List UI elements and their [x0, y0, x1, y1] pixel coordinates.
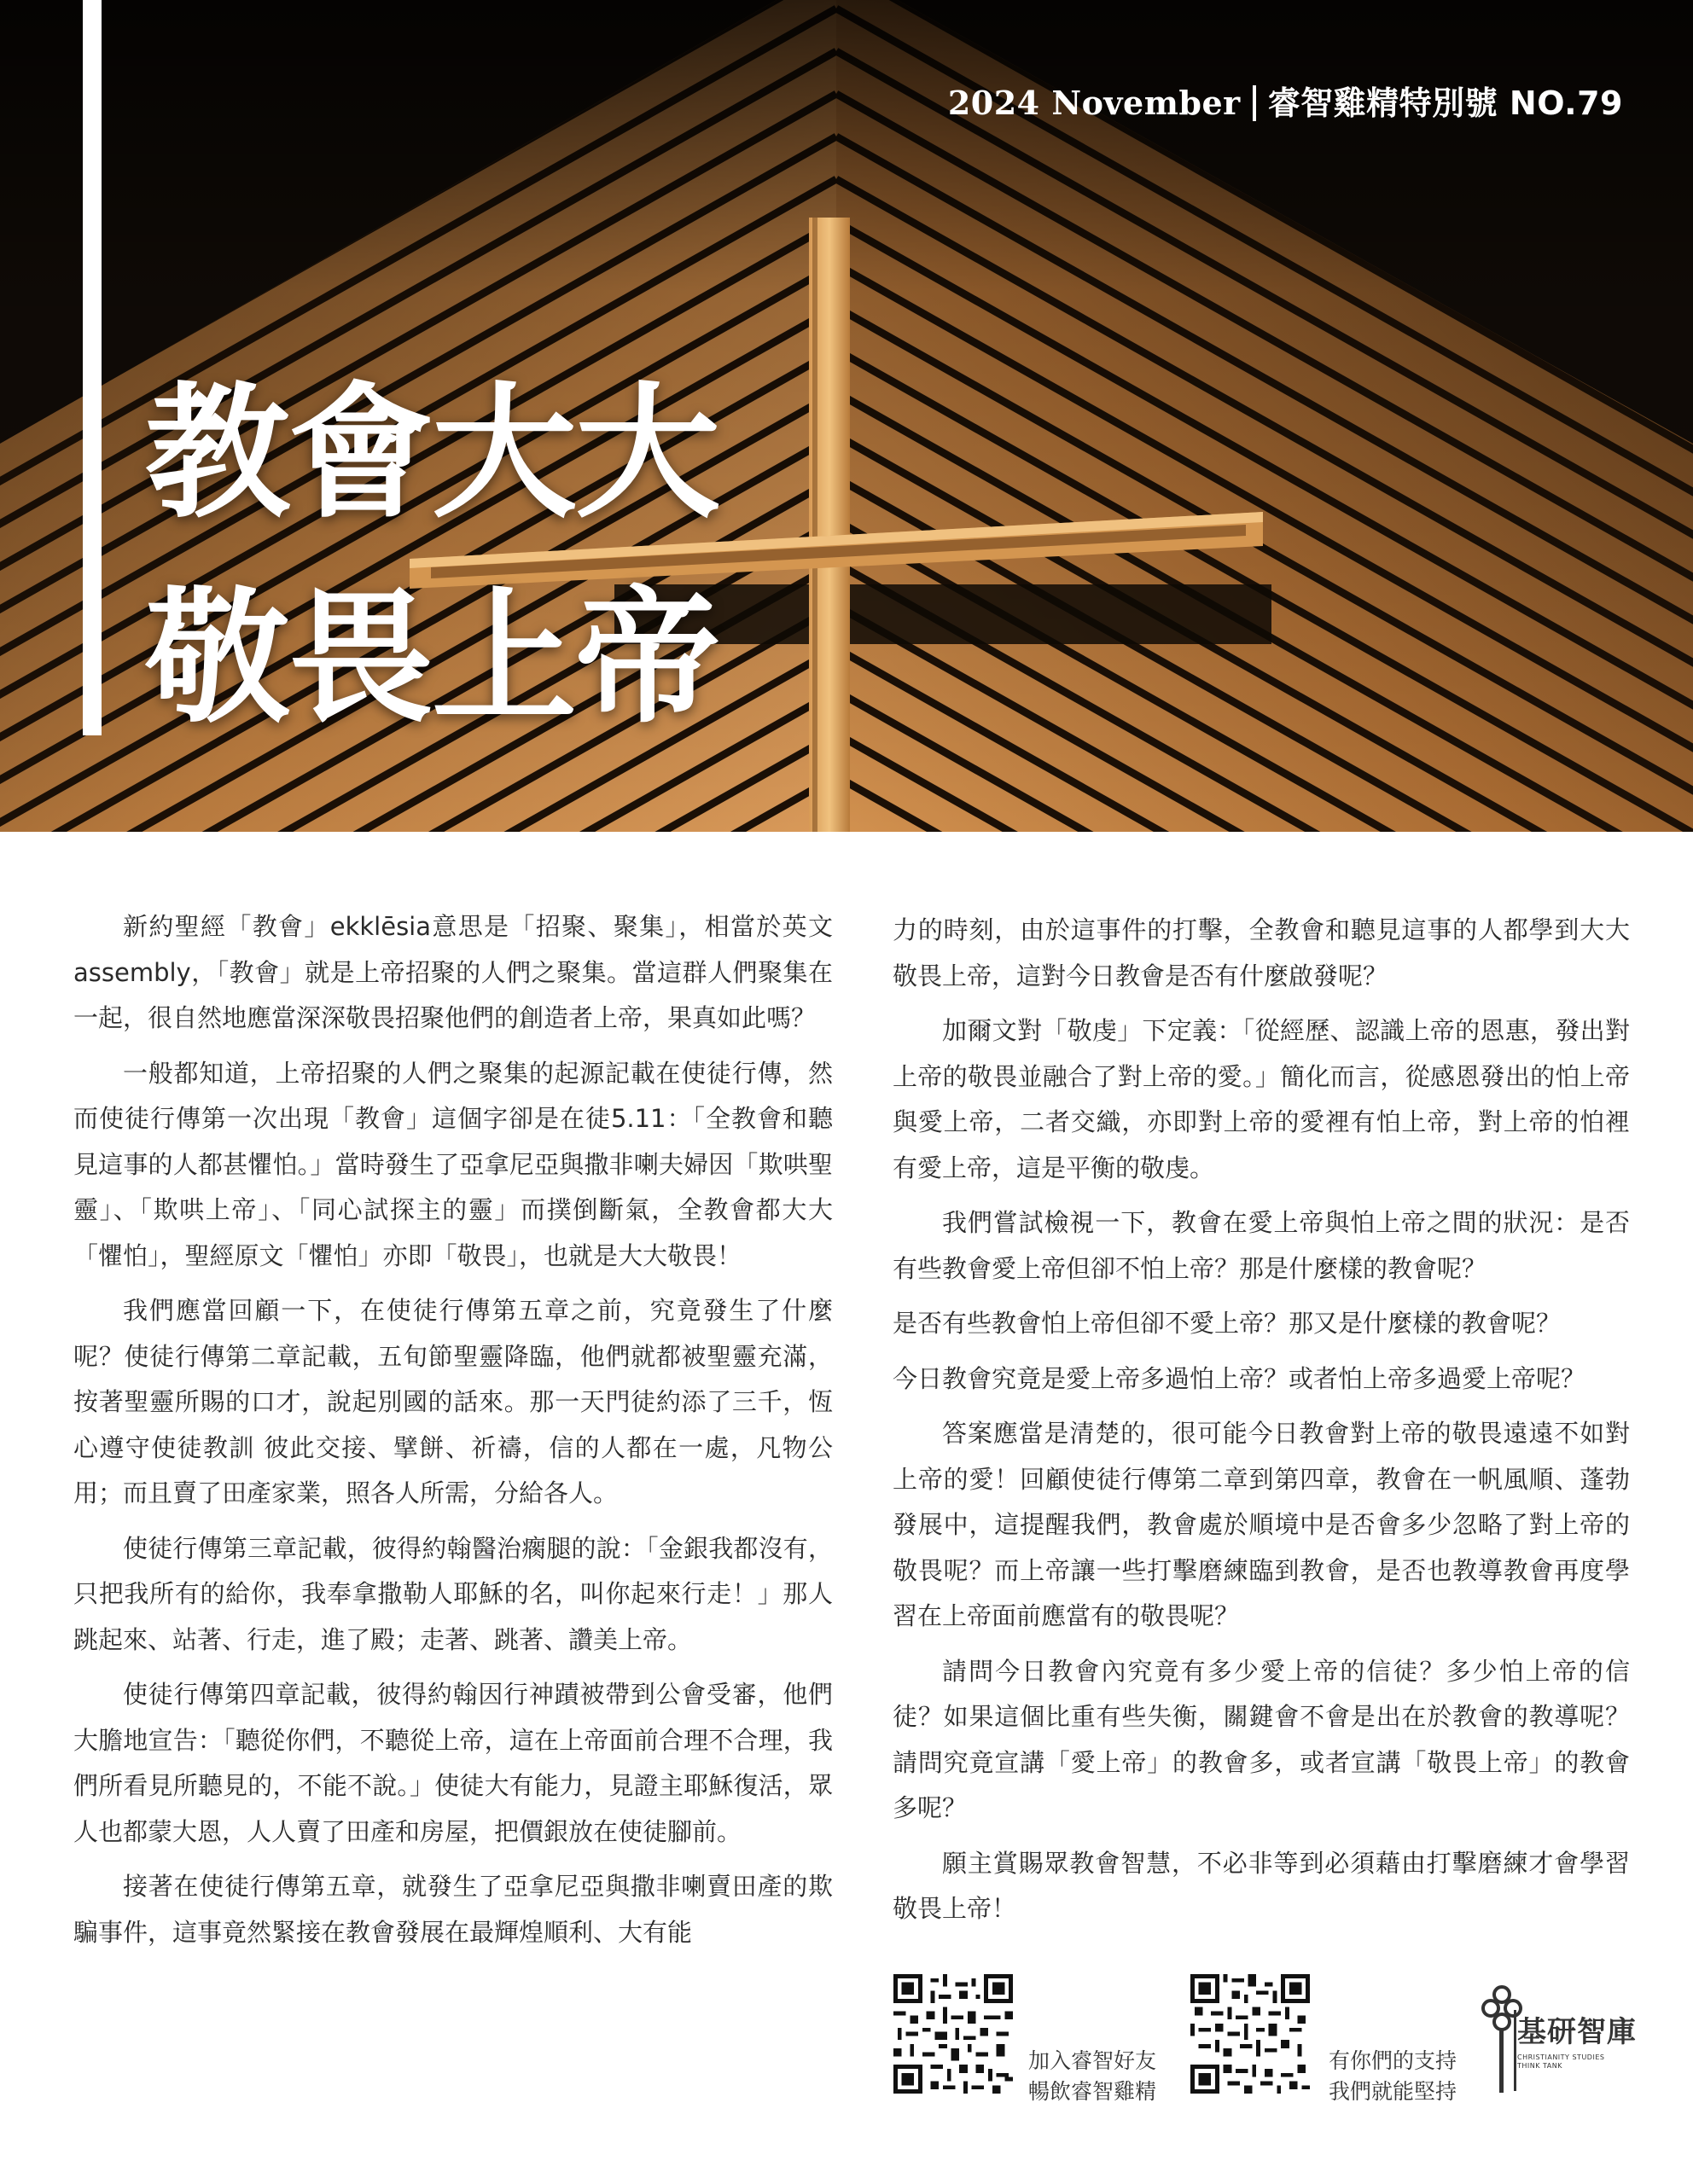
issue-line	[948, 77, 1623, 124]
paragraph: 一般都知道，上帝招聚的人們之聚集的起源記載在使徒行傳，然而使徒行傳第一次出現「教會」這個字卻是在徒5.11：「全教會和聽見這事的人都甚懼怕。」當時發生了亞拿尼亞與撒非喇夫婦因「欺哄聖靈」、「欺哄上帝」、「同心試探主的靈」而撲倒斷氣，全教會都大大「懼怕」，聖經原文「懼怕」亦即「敬畏」，也就是大大敬畏！	[73, 1058, 833, 1270]
caption-line: 暢飲睿智雞精	[1028, 2079, 1157, 2104]
paragraph: 使徒行傳第三章記載，彼得約翰醫治瘸腿的說：「金銀我都沒有，只把我所有的給你，我奉拿撒勒人耶穌的名，叫你起來行走！」那人跳起來、站著、行走，進了殿；走著、跳著、讚美上帝。	[73, 1533, 833, 1654]
question-line: 是否有些教會怕上帝但卻不愛上帝？那又是什麼樣的教會呢？	[893, 1309, 1562, 1338]
hero-banner	[0, 0, 1693, 832]
accent-bar	[83, 0, 102, 735]
caption-line: 我們就能堅持	[1329, 2079, 1457, 2104]
paragraph-continuation: 力的時刻，由於這事件的打擊，全教會和聽見這事的人都學到大大敬畏上帝，這對今日教會是否有什麼啟發呢？	[893, 915, 1630, 990]
paragraph: 願主賞賜眾教會智慧，不必非等到必須藉由打擊磨練才會學習敬畏上帝！	[893, 1848, 1630, 1923]
paragraph: 我們嘗試檢視一下，教會在愛上帝與怕上帝之間的狀況：是否有些教會愛上帝但卻不怕上帝？那是什麼樣的教會呢？	[893, 1208, 1630, 1283]
question-line: 今日教會究竟是愛上帝多過怕上帝？或者怕上帝多過愛上帝呢？	[893, 1363, 1586, 1393]
paragraph: 我們應當回顧一下，在使徒行傳第五章之前，究竟發生了什麼呢？使徒行傳第二章記載，五旬節聖靈降臨，他們就都被聖靈充滿，按著聖靈所賜的口才，說起別國的話來。那一天門徒約添了三千，恆心遵守使徒教訓 彼此交接、擘餅、祈禱，信的人都在一處，凡物公用；而且賣了田產家業，照各人所需，分給各人。	[73, 1296, 833, 1507]
logo-text	[1517, 2008, 1637, 2071]
paragraph: 接著在使徒行傳第五章，就發生了亞拿尼亞與撒非喇賣田產的欺騙事件，這事竟然緊接在教會發展在最輝煌順利、大有能	[73, 1872, 833, 1947]
logo-english: CHRISTIANITY STUDIES THINK TANK	[1517, 2053, 1605, 2070]
qr-code-support[interactable]	[1190, 1974, 1310, 2094]
paragraph: 新約聖經「教會」ekklēsia意思是「招聚、聚集」，相當於英文assembly，「教會」就是上帝招聚的人們之聚集。當這群人們聚集在一起，很自然地應當深深敬畏招聚他們的創造者上帝，果真如此嗎？	[73, 912, 833, 1032]
paragraph: 使徒行傳第四章記載，彼得約翰因行神蹟被帶到公會受審，他們大膽地宣告：「聽從你們，不聽從上帝，這在上帝面前合理不合理，我們所看見所聽見的，不能不說。」使徒大有能力，見證主耶穌復活，眾人也都蒙大恩，人人賣了田產和房屋，把價銀放在使徒腳前。	[73, 1680, 833, 1846]
caption-line: 有你們的支持	[1329, 2048, 1457, 2073]
article-column-left	[73, 904, 833, 1965]
logo-name: 基研智庫	[1517, 2015, 1637, 2049]
qr-code-friend[interactable]	[893, 1974, 1013, 2094]
paragraph: 答案應當是清楚的，很可能今日教會對上帝的敬畏遠遠不如對上帝的愛！回顧使徒行傳第二章到第四章，教會在一帆風順、蓬勃發展中，這提醒我們，教會處於順境中是否會多少忽略了對上帝的敬畏呢？而上帝讓一些打擊磨練臨到教會，是否也教導教會再度學習在上帝面前應當有的敬畏呢？	[893, 1419, 1630, 1630]
caption-line: 加入睿智好友	[1028, 2048, 1157, 2073]
issue-date: 2024 November	[947, 84, 1241, 122]
paragraph: 請問今日教會內究竟有多少愛上帝的信徒？多少怕上帝的信徒？如果這個比重有些失衡，關鍵會不會是出在於教會的教導呢？請問究竟宣講「愛上帝」的教會多，或者宣講「敬畏上帝」的教會多呢？	[893, 1656, 1630, 1822]
title-line-1: 教會大大	[145, 369, 719, 538]
paragraph: 加爾文對「敬虔」下定義：「從經歷、認識上帝的恩惠，發出對上帝的敬畏並融合了對上帝的愛。」簡化而言，從感恩發出的怕上帝與愛上帝，二者交織，亦即對上帝的愛裡有怕上帝，對上帝的怕裡有愛上帝，這是平衡的敬虔。	[893, 1016, 1630, 1182]
title-line-2: 敬畏上帝	[145, 574, 719, 743]
qr-caption-friend	[1028, 2046, 1156, 2107]
qr-caption-support	[1329, 2046, 1457, 2107]
issue-name: 睿智雞精特別號 NO.79	[1267, 84, 1623, 122]
article-column-right	[893, 908, 1630, 1942]
divider	[1253, 85, 1256, 121]
page-title	[145, 351, 719, 761]
